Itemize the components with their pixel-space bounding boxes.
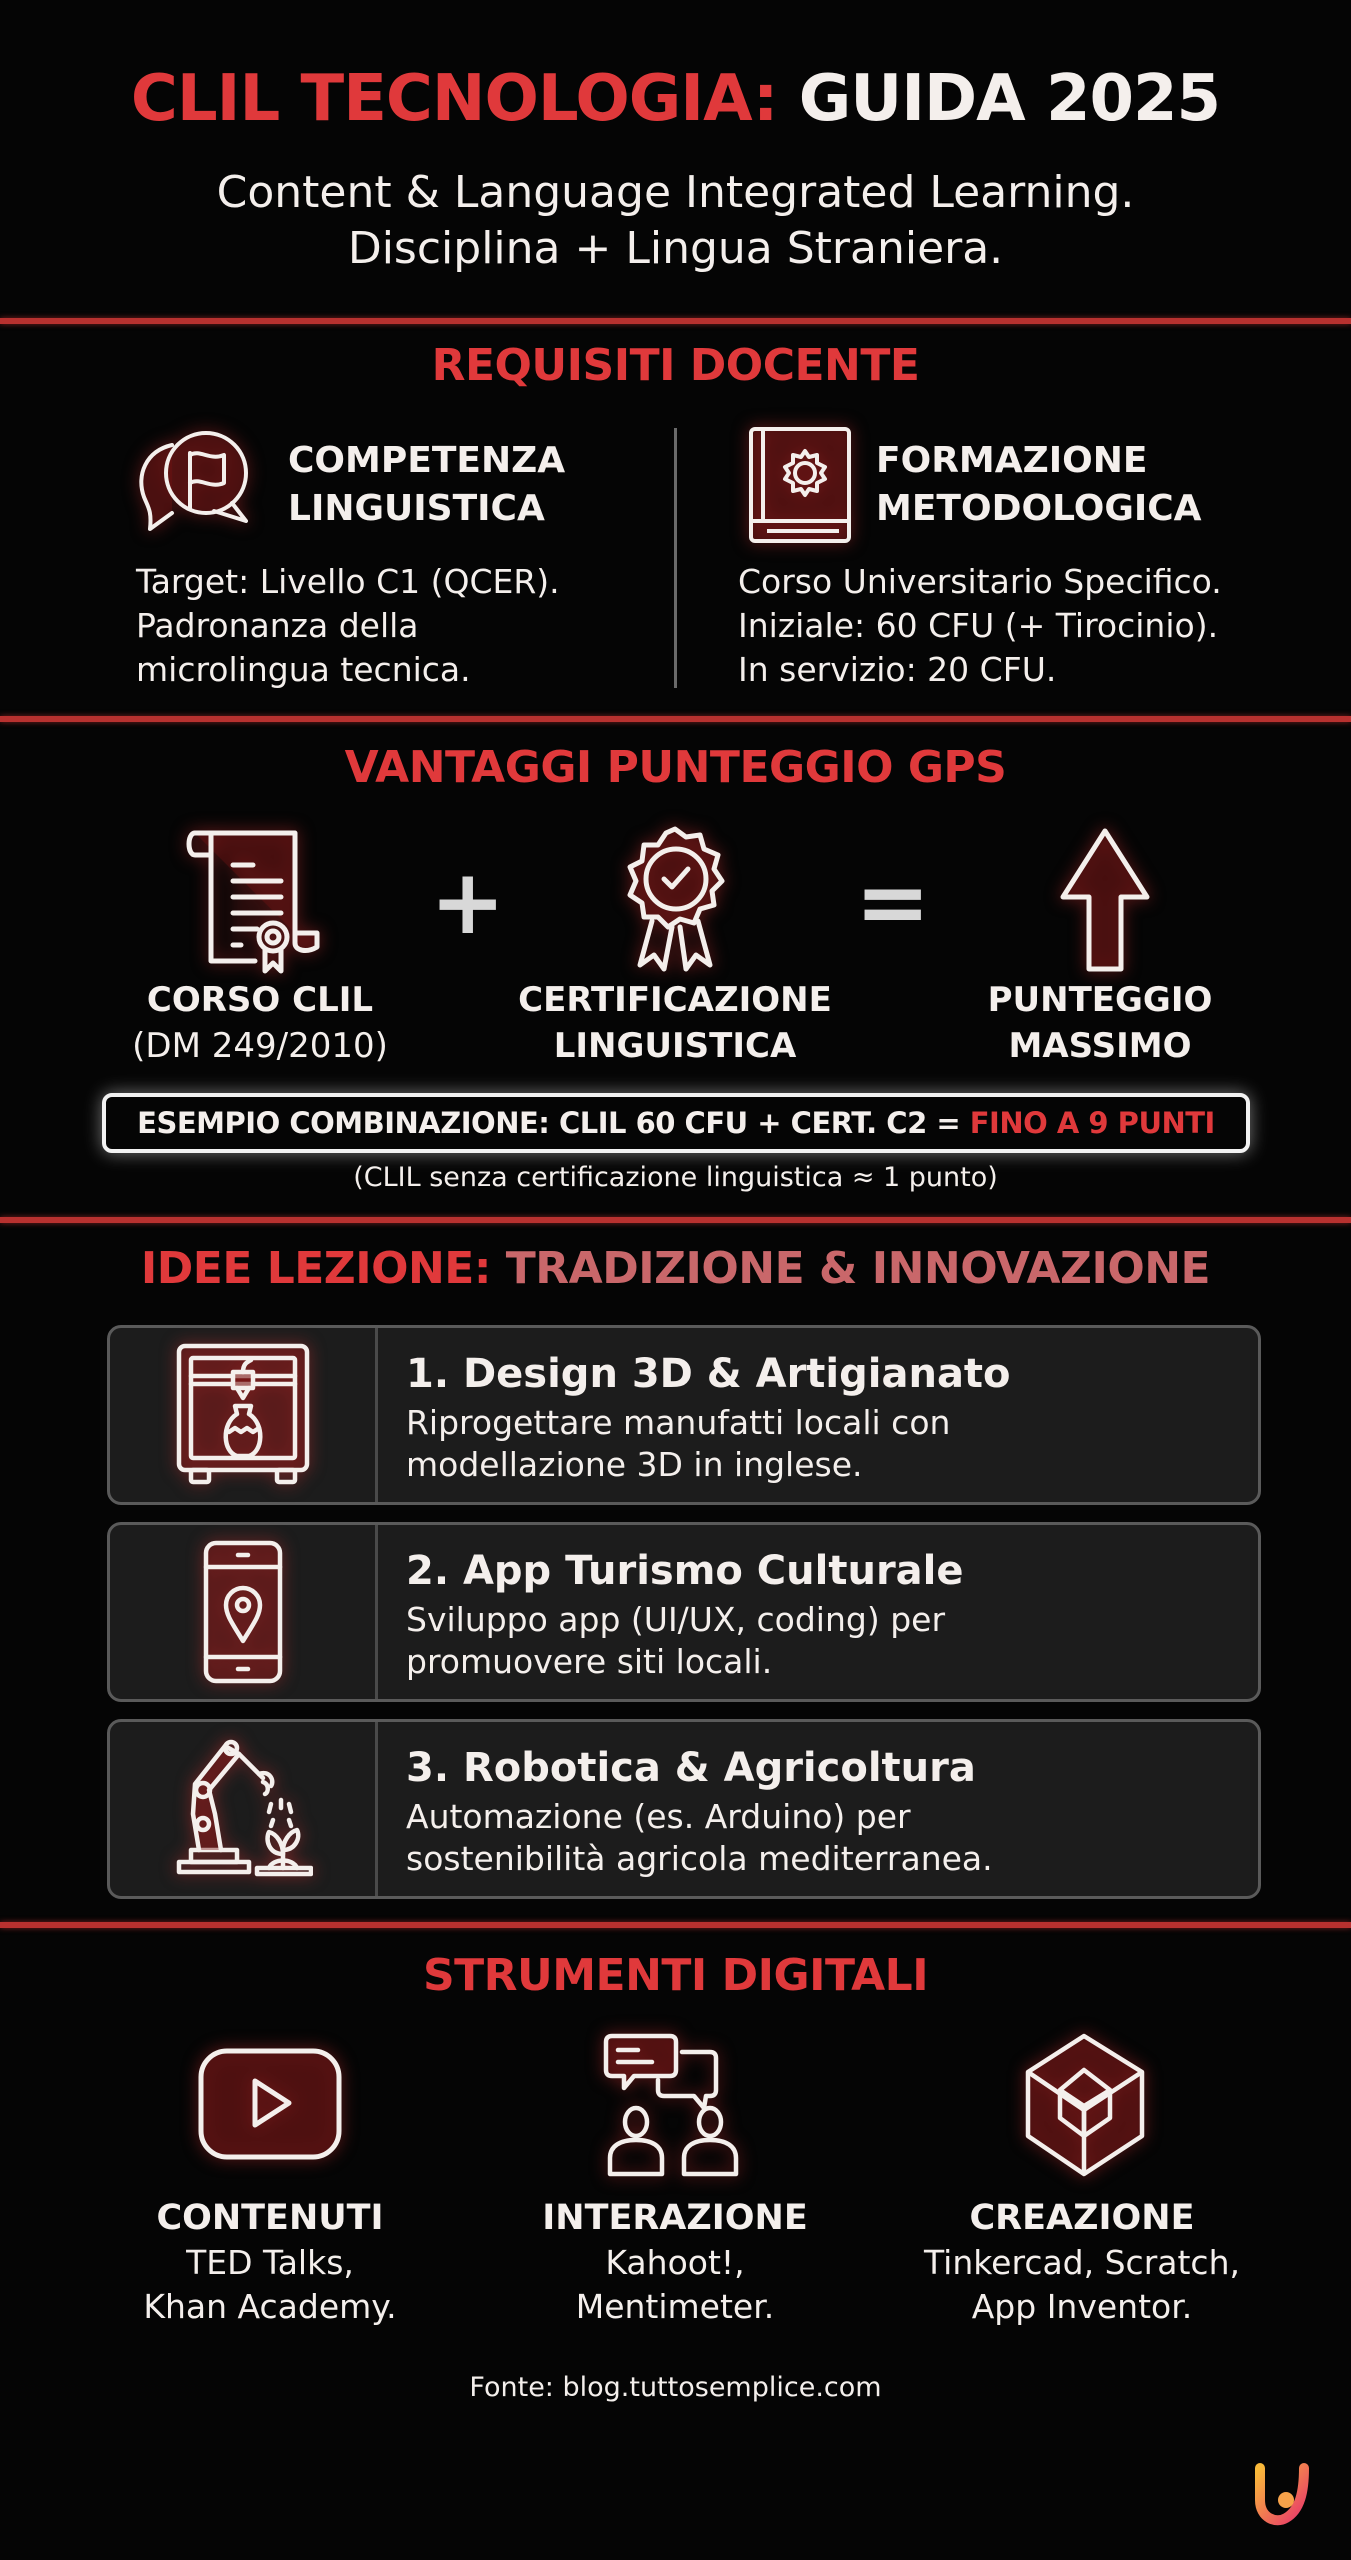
book-gear-icon [745, 425, 855, 549]
section-divider [0, 1217, 1351, 1223]
page-subtitle [0, 165, 1351, 277]
lesson-description: Sviluppo app (UI/UX, coding) per promuovere siti locali. [406, 1600, 946, 1681]
lesson-card-2 [107, 1522, 1261, 1702]
page-title [0, 62, 1351, 136]
speech-bubble-flag-icon [132, 425, 262, 549]
gps-note: (CLIL senza certificazione linguistica ≈ 1 punto) [353, 1162, 998, 1193]
subtitle-line-2: Disciplina + Lingua Straniera. [347, 223, 1004, 274]
diploma-scroll-icon [185, 825, 335, 979]
tool-interazione: INTERAZIONE Kahoot!, Mentimeter. [542, 2198, 808, 2326]
equals-sign: = [855, 850, 931, 955]
3d-printer-vase-icon [110, 1328, 378, 1502]
formazione-description: Corso Universitario Specifico. Iniziale: 60 CFU (+ Tirocinio). In servizio: 20 CFU. [738, 562, 1222, 689]
award-ribbon-icon [620, 825, 730, 979]
lesson-description: Riprogettare manufatti locali con modellazione 3D in inglese. [406, 1403, 951, 1484]
brand-logo-icon [1250, 2462, 1314, 2530]
lesson-title: 1. Design 3D & Artigianato [406, 1351, 1011, 1397]
lesson-title: 3. Robotica & Agricoltura [406, 1745, 976, 1791]
smartphone-location-icon [110, 1525, 378, 1699]
lesson-title: 2. App Turismo Culturale [406, 1548, 964, 1594]
tool-creazione: CREAZIONE Tinkercad, Scratch, App Inventor. [924, 2198, 1240, 2326]
title-white-part: GUIDA 2025 [798, 62, 1221, 136]
section-divider [0, 716, 1351, 722]
lesson-card-1 [107, 1325, 1261, 1505]
gps-item-certificazione: CERTIFICAZIONE LINGUISTICA [518, 980, 832, 1066]
cube-icon [1020, 2030, 1150, 2184]
tool-contenuti: CONTENUTI TED Talks, Khan Academy. [143, 2198, 397, 2326]
subtitle-line-1: Content & Language Integrated Learning. [216, 167, 1135, 218]
plus-sign: + [430, 850, 506, 955]
source-credit: Fonte: blog.tuttosemplice.com [469, 2372, 882, 2403]
section-divider [0, 318, 1351, 324]
heading-competenza: COMPETENZA LINGUISTICA [288, 440, 566, 529]
section-title-strumenti: STRUMENTI DIGITALI [422, 1950, 929, 2001]
section-title-gps: VANTAGGI PUNTEGGIO GPS [344, 742, 1007, 793]
competenza-description: Target: Livello C1 (QCER). Padronanza della microlingua tecnica. [136, 562, 560, 689]
people-chat-icon [600, 2030, 750, 2184]
video-play-icon [195, 2045, 345, 2169]
heading-formazione: FORMAZIONE METODOLOGICA [876, 440, 1202, 529]
section-title-idee: IDEE LEZIONE: TRADIZIONE & INNOVAZIONE [140, 1243, 1211, 1294]
combination-example-box [102, 1093, 1250, 1153]
section-title-requisiti: REQUISITI DOCENTE [431, 340, 920, 391]
gps-item-corso-clil: CORSO CLIL (DM 249/2010) [132, 980, 388, 1066]
title-red-part: CLIL TECNOLOGIA: [130, 62, 778, 136]
robot-arm-plant-icon [110, 1722, 378, 1896]
lesson-description: Automazione (es. Arduino) per sostenibilità agricola mediterranea. [406, 1797, 993, 1878]
combination-result: FINO A 9 PUNTI [969, 1106, 1215, 1140]
lesson-card-3 [107, 1719, 1261, 1899]
gps-item-punteggio: PUNTEGGIO MASSIMO [987, 980, 1213, 1066]
column-separator [674, 428, 677, 688]
section-divider [0, 1922, 1351, 1928]
combination-text: ESEMPIO COMBINAZIONE: CLIL 60 CFU + CERT. C2 = [137, 1106, 970, 1140]
arrow-up-icon [1055, 825, 1155, 979]
